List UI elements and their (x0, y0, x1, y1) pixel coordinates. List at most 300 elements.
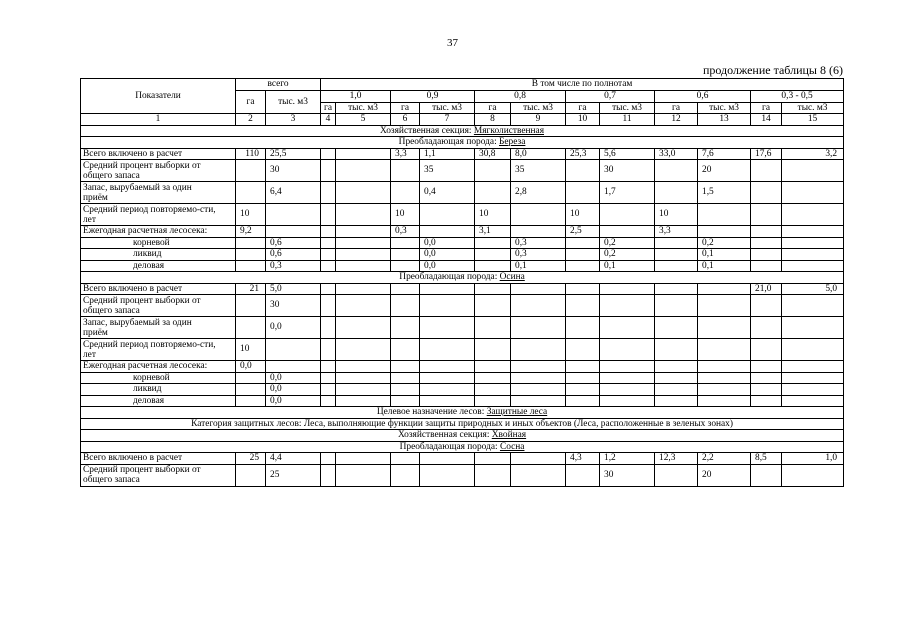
table-cell (336, 283, 391, 295)
table-cell (698, 295, 751, 317)
table-cell (751, 317, 782, 339)
table-cell (321, 160, 336, 182)
table-cell (321, 339, 336, 361)
row-label: Ежегодная расчетная лесосека: (81, 226, 236, 238)
table-cell (391, 283, 420, 295)
table-cell: 3,3 (655, 226, 698, 238)
table-cell (782, 384, 844, 396)
table-cell: 0,3 (266, 260, 321, 272)
table-cell (566, 317, 600, 339)
table-cell (420, 339, 475, 361)
table-cell (475, 339, 511, 361)
species-pine (81, 441, 844, 453)
table-cell: 30 (600, 160, 655, 182)
table-cell: 21,0 (751, 283, 782, 295)
table-row (81, 283, 844, 295)
table-row (81, 295, 844, 317)
table-cell (566, 295, 600, 317)
row-label: Всего включено в расчет (81, 453, 236, 465)
table-cell (475, 453, 511, 465)
column-number: 3 (266, 114, 321, 126)
table-cell: 30,8 (475, 148, 511, 160)
table-cell: 3,2 (782, 148, 844, 160)
table-row (81, 237, 844, 249)
table-cell (336, 384, 391, 396)
table-cell (600, 283, 655, 295)
table-cell (236, 160, 266, 182)
table-cell (236, 260, 266, 272)
header-total: всего (236, 79, 321, 91)
page-number: 37 (447, 37, 458, 49)
table-cell: 1,1 (420, 148, 475, 160)
row-label: деловая (81, 395, 236, 407)
table-row (81, 464, 844, 486)
table-cell (566, 237, 600, 249)
table-cell: 20 (698, 464, 751, 486)
table-cell (698, 372, 751, 384)
table-cell (751, 372, 782, 384)
table-row (81, 339, 844, 361)
header-indicators: Показатели (81, 79, 236, 114)
table-cell (566, 464, 600, 486)
table-cell (336, 295, 391, 317)
table-cell: 30 (266, 295, 321, 317)
forest-purpose (81, 407, 844, 419)
table-cell: 110 (236, 148, 266, 160)
table-cell (391, 395, 420, 407)
table-cell: 0,6 (266, 237, 321, 249)
table-cell (751, 395, 782, 407)
header-unit-ha: га (566, 102, 600, 114)
table-cell (511, 226, 566, 238)
forest-purpose-value: Защитные леса (486, 407, 548, 417)
table-cell (391, 384, 420, 396)
table-cell (566, 260, 600, 272)
species-birch-value: Береза (499, 137, 526, 147)
column-number: 15 (782, 114, 844, 126)
table-row (81, 384, 844, 396)
column-number: 5 (336, 114, 391, 126)
table-cell (336, 339, 391, 361)
row-label: Средний период повторяемо-сти, лет (81, 339, 236, 361)
table-cell: 3,1 (475, 226, 511, 238)
table-cell (321, 283, 336, 295)
table-cell (236, 372, 266, 384)
table-cell (266, 226, 321, 238)
table-row (81, 361, 844, 373)
table-cell (475, 237, 511, 249)
table-cell (475, 464, 511, 486)
header-unit-ha: га (655, 102, 698, 114)
column-number: 11 (600, 114, 655, 126)
table-cell (420, 204, 475, 226)
table-cell (321, 148, 336, 160)
table-cell (321, 204, 336, 226)
table-cell: 10 (236, 204, 266, 226)
table-cell (751, 160, 782, 182)
table-cell: 12,3 (655, 453, 698, 465)
table-cell (336, 160, 391, 182)
table-cell (566, 283, 600, 295)
table-cell (566, 182, 600, 204)
table-cell: 1,5 (698, 182, 751, 204)
table-cell: 0,0 (266, 372, 321, 384)
table-cell (321, 372, 336, 384)
table-cell (336, 249, 391, 261)
table-cell (511, 361, 566, 373)
table-cell (336, 372, 391, 384)
header-total-ha: га (236, 91, 266, 114)
table-cell: 10 (566, 204, 600, 226)
table-cell (655, 283, 698, 295)
table-cell (751, 384, 782, 396)
table-cell (420, 453, 475, 465)
table-cell (420, 372, 475, 384)
table-cell: 30 (266, 160, 321, 182)
table-cell (321, 237, 336, 249)
species-aspen-prefix: Преобладающая порода: (399, 272, 500, 282)
table-cell (782, 204, 844, 226)
table-cell (782, 160, 844, 182)
table-cell: 10 (475, 204, 511, 226)
protective-category (81, 418, 844, 430)
species-birch (81, 137, 844, 149)
table-cell (655, 395, 698, 407)
table-cell (236, 295, 266, 317)
section-softwood-prefix: Хозяйственная секция: (380, 125, 474, 136)
table-cell: 0,1 (600, 260, 655, 272)
section-conifer (81, 430, 844, 442)
table-cell (391, 182, 420, 204)
column-number: 12 (655, 114, 698, 126)
table-cell (511, 372, 566, 384)
table-cell: 6,4 (266, 182, 321, 204)
table-cell: 2,8 (511, 182, 566, 204)
row-label: Средний период повторяемо-сти, лет (81, 204, 236, 226)
table-cell (236, 317, 266, 339)
table-cell (475, 295, 511, 317)
header-unit-m3: тыс. м3 (600, 102, 655, 114)
table-cell (655, 372, 698, 384)
table-cell (391, 339, 420, 361)
column-number: 7 (420, 114, 475, 126)
table-cell (420, 317, 475, 339)
table-row (81, 260, 844, 272)
table-cell (655, 237, 698, 249)
table-cell (266, 204, 321, 226)
table-cell (336, 148, 391, 160)
protective-category-prefix: Категория защитных лесов: Леса, выполняющие функции защиты природных и иных объектов (Леса, расположенные в зеленых зонах) (191, 418, 733, 429)
species-aspen (81, 272, 844, 284)
table-cell (782, 317, 844, 339)
header-density: 0,7 (566, 91, 655, 103)
table-cell: 25,5 (266, 148, 321, 160)
table-cell (655, 317, 698, 339)
table-cell (336, 317, 391, 339)
row-label: Средний процент выборки от общего запаса (81, 464, 236, 486)
table-cell (475, 384, 511, 396)
header-unit-m3: тыс. м3 (420, 102, 475, 114)
header-density: 0,8 (475, 91, 566, 103)
row-label: Всего включено в расчет (81, 148, 236, 160)
table-cell (391, 453, 420, 465)
table-cell (655, 339, 698, 361)
species-pine-prefix: Преобладающая порода: (399, 441, 500, 452)
table-cell: 17,6 (751, 148, 782, 160)
section-conifer-prefix: Хозяйственная секция: (397, 430, 492, 440)
table-cell (321, 182, 336, 204)
table-cell (511, 339, 566, 361)
table-cell (600, 395, 655, 407)
table-cell: 0,0 (266, 395, 321, 407)
table-cell (751, 260, 782, 272)
row-label: Ежегодная расчетная лесосека: (81, 361, 236, 373)
table-cell (336, 237, 391, 249)
table-cell: 10 (236, 339, 266, 361)
table-cell: 0,0 (266, 317, 321, 339)
table-cell (336, 395, 391, 407)
column-number: 14 (751, 114, 782, 126)
table-cell (475, 283, 511, 295)
table-cell (782, 182, 844, 204)
table-cell (600, 317, 655, 339)
table-row (81, 148, 844, 160)
table-cell (236, 182, 266, 204)
table-cell: 33,0 (655, 148, 698, 160)
table-cell: 5,0 (782, 283, 844, 295)
table-cell: 10 (655, 204, 698, 226)
table-cell: 5,6 (600, 148, 655, 160)
table-cell (391, 260, 420, 272)
row-label: корневой (81, 372, 236, 384)
column-number: 2 (236, 114, 266, 126)
table-cell (566, 384, 600, 396)
table-cell (655, 384, 698, 396)
table-cell (511, 395, 566, 407)
column-number: 10 (566, 114, 600, 126)
table-cell (391, 361, 420, 373)
table-cell (321, 464, 336, 486)
table-cell (420, 283, 475, 295)
table-cell (475, 249, 511, 261)
table-cell (600, 339, 655, 361)
table-cell (698, 339, 751, 361)
table-cell (751, 339, 782, 361)
header-unit-ha: га (475, 102, 511, 114)
table-cell (566, 361, 600, 373)
table-cell: 0,0 (266, 384, 321, 396)
species-aspen-value: Осина (499, 272, 525, 282)
table-cell (336, 182, 391, 204)
table-cell (511, 453, 566, 465)
table-cell (420, 464, 475, 486)
table-cell: 25,3 (566, 148, 600, 160)
table-cell: 25 (236, 453, 266, 465)
table-cell: 30 (600, 464, 655, 486)
table-cell: 10 (391, 204, 420, 226)
table-cell (511, 384, 566, 396)
table-cell (566, 249, 600, 261)
table-row (81, 160, 844, 182)
table-cell (566, 395, 600, 407)
table-cell (600, 204, 655, 226)
table-cell (698, 283, 751, 295)
table-cell: 0,0 (236, 361, 266, 373)
table-cell (751, 464, 782, 486)
header-unit-m3: тыс. м3 (698, 102, 751, 114)
table-cell: 20 (698, 160, 751, 182)
table-cell (782, 372, 844, 384)
table-cell: 1,2 (600, 453, 655, 465)
row-label: ликвид (81, 249, 236, 261)
table-cell (475, 260, 511, 272)
table-cell: 1,7 (600, 182, 655, 204)
table-cell (336, 260, 391, 272)
table-cell (600, 361, 655, 373)
table-cell (475, 361, 511, 373)
table-cell (266, 339, 321, 361)
table-cell (600, 384, 655, 396)
table-cell: 8,5 (751, 453, 782, 465)
table-cell (475, 372, 511, 384)
table-cell (420, 226, 475, 238)
table-cell (321, 317, 336, 339)
table-cell (782, 339, 844, 361)
section-softwood (81, 125, 844, 137)
row-label: деловая (81, 260, 236, 272)
table-row (81, 182, 844, 204)
table-cell: 8,0 (511, 148, 566, 160)
table-row (81, 372, 844, 384)
species-pine-value: Сосна (499, 441, 525, 452)
table-cell (321, 384, 336, 396)
table-cell: 25 (266, 464, 321, 486)
table-cell (751, 226, 782, 238)
table-cell: 3,3 (391, 148, 420, 160)
table-row (81, 249, 844, 261)
table-cell: 0,4 (420, 182, 475, 204)
header-density: 1,0 (321, 91, 391, 103)
table-cell: 7,6 (698, 148, 751, 160)
row-label: ликвид (81, 384, 236, 396)
table-row (81, 317, 844, 339)
section-conifer-value: Хвойная (491, 430, 527, 440)
table-cell (698, 204, 751, 226)
table-cell: 0,3 (511, 237, 566, 249)
table-cell (475, 182, 511, 204)
table-cell (321, 249, 336, 261)
table-cell (236, 249, 266, 261)
table-cell (566, 372, 600, 384)
header-unit-m3: тыс. м3 (511, 102, 566, 114)
forest-purpose-prefix: Целевое назначение лесов: (376, 407, 487, 417)
table-cell (698, 226, 751, 238)
table-cell: 0,6 (266, 249, 321, 261)
table-cell (391, 317, 420, 339)
table-cell (782, 395, 844, 407)
table-cell (600, 295, 655, 317)
table-cell: 0,2 (600, 249, 655, 261)
table-cell: 1,0 (782, 453, 844, 465)
table-cell (782, 361, 844, 373)
table-cell (566, 339, 600, 361)
row-label: корневой (81, 237, 236, 249)
table-cell: 0,2 (698, 237, 751, 249)
table-cell (698, 395, 751, 407)
table-cell: 0,1 (511, 260, 566, 272)
table-cell (321, 226, 336, 238)
table-cell (336, 204, 391, 226)
table-cell (475, 395, 511, 407)
table-cell (782, 260, 844, 272)
table-cell: 35 (511, 160, 566, 182)
table-cell: 0,0 (420, 260, 475, 272)
table-cell (511, 317, 566, 339)
table-cell: 4,3 (566, 453, 600, 465)
table-cell (336, 453, 391, 465)
table-cell (236, 237, 266, 249)
table-cell (655, 182, 698, 204)
table-cell (391, 249, 420, 261)
table-cell (391, 295, 420, 317)
table-cell: 0,0 (420, 237, 475, 249)
header-unit-m3: тыс. м3 (782, 102, 844, 114)
table-cell (511, 204, 566, 226)
table-cell (655, 361, 698, 373)
table-cell: 9,2 (236, 226, 266, 238)
table-cell (475, 317, 511, 339)
table-cell (236, 384, 266, 396)
table-cell: 0,1 (698, 249, 751, 261)
table-row (81, 226, 844, 238)
header-unit-ha: га (391, 102, 420, 114)
table-cell (321, 260, 336, 272)
table-cell (321, 295, 336, 317)
table-row (81, 204, 844, 226)
table-cell: 5,0 (266, 283, 321, 295)
table-cell: 0,0 (420, 249, 475, 261)
column-number: 4 (321, 114, 336, 126)
table-cell: 2,2 (698, 453, 751, 465)
table-cell (600, 372, 655, 384)
table-cell (698, 317, 751, 339)
row-label: Средний процент выборки от общего запаса (81, 160, 236, 182)
header-unit-m3: тыс. м3 (336, 102, 391, 114)
table-cell: 21 (236, 283, 266, 295)
table-cell (391, 464, 420, 486)
row-label: Запас, вырубаемый за один приём (81, 317, 236, 339)
table-cell (751, 295, 782, 317)
table-cell (336, 361, 391, 373)
table-cell (655, 464, 698, 486)
table-cell (420, 295, 475, 317)
table-cell: 0,3 (511, 249, 566, 261)
row-label: Всего включено в расчет (81, 283, 236, 295)
table-cell (782, 464, 844, 486)
table-cell (511, 464, 566, 486)
header-unit-ha: га (751, 102, 782, 114)
table-cell (321, 453, 336, 465)
column-number: 9 (511, 114, 566, 126)
table-cell (655, 160, 698, 182)
table-caption: продолжение таблицы 8 (6) (702, 63, 843, 77)
table-cell (600, 226, 655, 238)
column-number: 1 (81, 114, 236, 126)
table-cell (321, 395, 336, 407)
table-cell (566, 160, 600, 182)
table-cell (236, 395, 266, 407)
table-cell (391, 160, 420, 182)
